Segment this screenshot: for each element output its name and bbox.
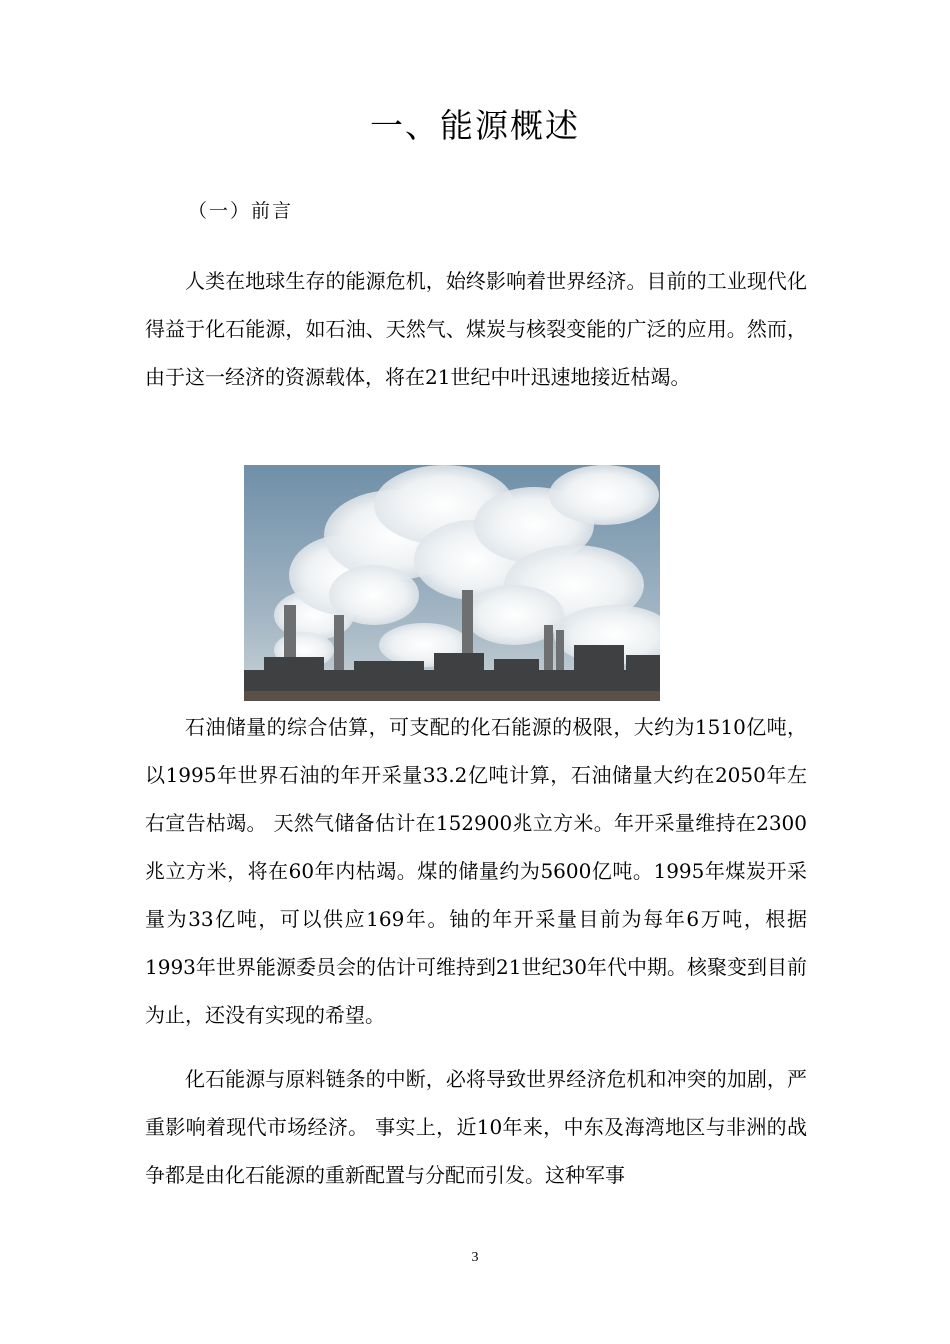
paragraph-conflict: 化石能源与原料链条的中断，必将导致世界经济危机和冲突的加剧，严重影响着现代市场经济。 事实上，近10年来，中东及海湾地区与非洲的战争都是由化石能源的重新配置与分配而引发。这种军事 [145,1067,807,1187]
factory-smokestacks-photo [244,465,660,701]
page-title: 一、能源概述 [370,106,580,145]
paragraph-intro: 人类在地球生存的能源危机，始终影响着世界经济。目前的工业现代化得益于化石能源，如石油、天然气、煤炭与核裂变能的广泛的应用。然而，由于这一经济的资源载体，将在21世纪中叶迅速地接近枯竭。 [145,269,807,389]
page-number: 3 [471,1250,479,1265]
section-heading: （一）前言 [188,200,294,222]
paragraph-reserves: 石油储量的综合估算，可支配的化石能源的极限，大约为1510亿吨，以1995年世界石油的年开采量33.2亿吨计算，石油储量大约在2050年左右宣告枯竭。 天然气储备估计在152900兆立方米。年开采量维持在2300兆立方米，将在60年内枯竭。煤的储量约为5600亿吨。1995年煤炭开采量为33亿吨，可以供应169年。铀的年开采量目前为每年6万吨，根据1993年世界能源委员会的估计可维持到21世纪30年代中期。核聚变到目前为止，还没有实现的希望。 [145,715,807,1027]
